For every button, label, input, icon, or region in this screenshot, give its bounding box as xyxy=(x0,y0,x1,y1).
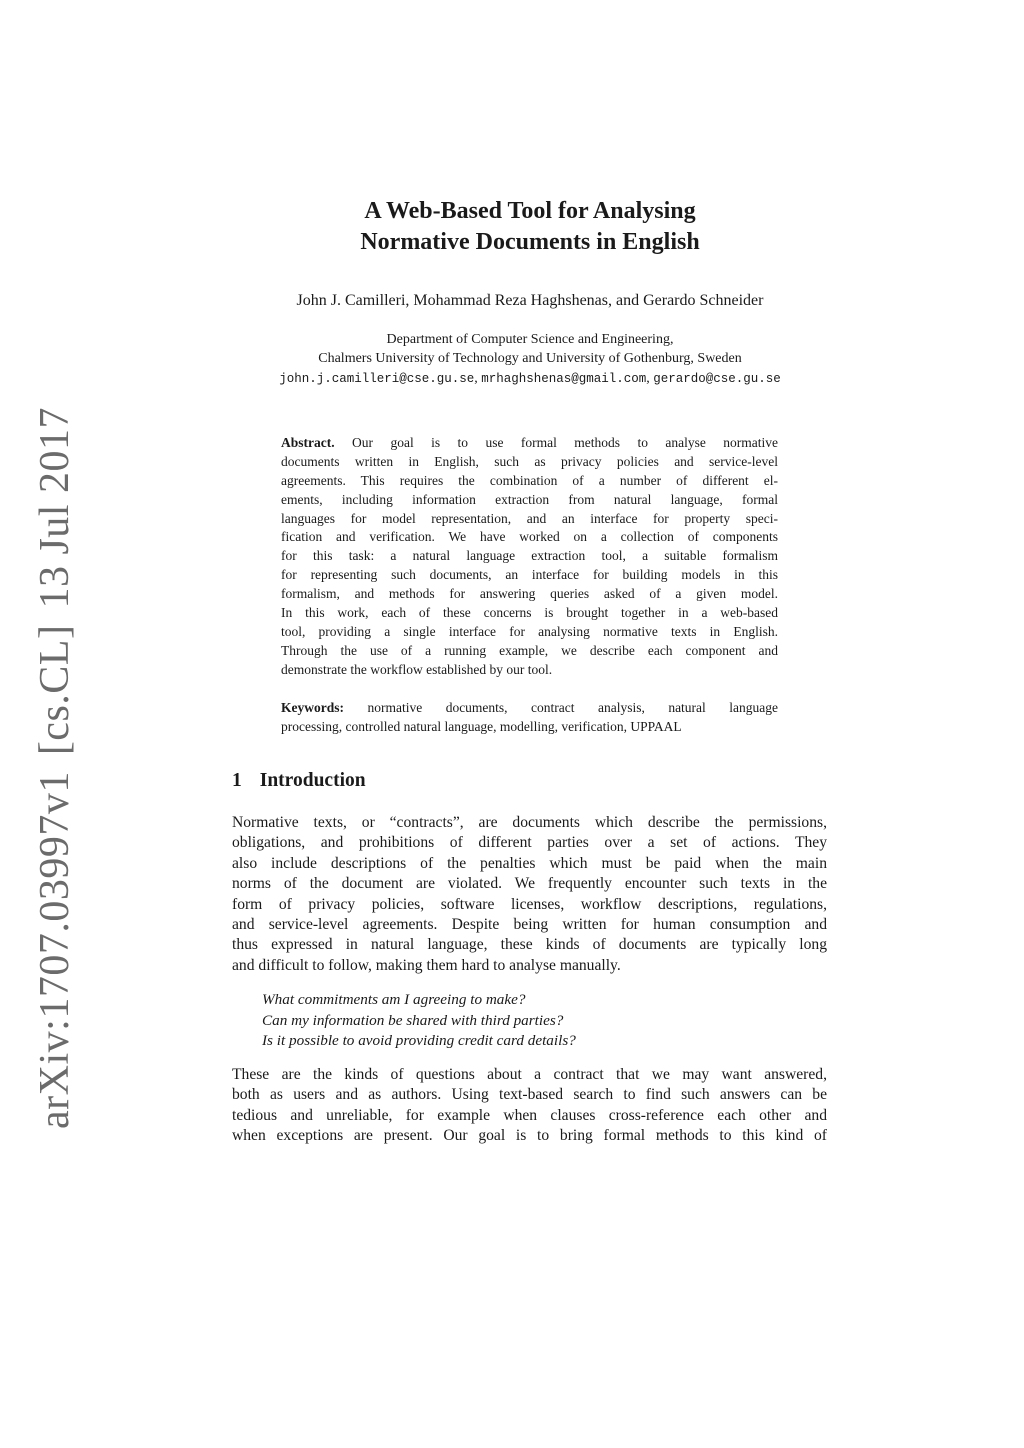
section-number: 1 xyxy=(232,770,242,791)
keywords xyxy=(281,698,778,736)
abstract xyxy=(281,434,778,680)
abstract-line: fication and verification. We have worked on a collection of components xyxy=(281,529,778,545)
abstract-line: In this work, each of these concerns is brought together in a web-based xyxy=(281,605,778,621)
email-list: john.j.camilleri@cse.gu.se, mrhaghshenas@gmail.com, gerardo@cse.gu.se xyxy=(279,371,781,386)
author-list: John J. Camilleri, Mohammad Reza Haghshenas, and Gerardo Schneider xyxy=(296,292,764,309)
abstract-line: agreements. This requires the combination of a number of different el- xyxy=(281,472,778,488)
arxiv-date: 13 Jul 2017 xyxy=(32,407,78,609)
question-item: Can my information be shared with third parties? xyxy=(262,1011,564,1029)
abstract-line: for this task: a natural language extraction tool, a suitable formalism xyxy=(281,548,778,564)
abstract-line: ements, including information extraction from natural language, formal xyxy=(281,491,778,507)
email-camilleri[interactable]: john.j.camilleri@cse.gu.se xyxy=(279,372,475,386)
abstract-line: documents written in English, such as privacy policies and service-level xyxy=(281,453,778,469)
abstract-line: Through the use of a running example, we describe each component and xyxy=(281,642,778,658)
abstract-line: languages for model representation, and an interface for property speci- xyxy=(281,510,778,526)
paragraph-line: also include descriptions of the penalties which must be paid when the main xyxy=(232,854,827,872)
abstract-label: Abstract. xyxy=(281,435,335,450)
paragraph-line: when exceptions are present. Our goal is to bring formal methods to this kind of xyxy=(232,1127,827,1145)
question-item: Is it possible to avoid providing credit card details? xyxy=(262,1032,576,1049)
title-line-2: Normative Documents in English xyxy=(360,229,700,255)
abstract-line: Abstract. Our goal is to use formal methods to analyse normative xyxy=(281,435,778,450)
arxiv-id: arXiv:1707.03997v1 xyxy=(32,771,78,1129)
affiliation-line-2: Chalmers University of Technology and University of Gothenburg, Sweden xyxy=(318,351,742,366)
arxiv-category: [cs.CL] xyxy=(32,624,78,756)
email-schneider[interactable]: gerardo@cse.gu.se xyxy=(653,372,781,386)
abstract-line: formalism, and methods for answering queries asked of a given model. xyxy=(281,586,778,602)
keywords-label: Keywords: xyxy=(281,700,344,715)
paragraph-intro xyxy=(232,813,827,976)
affiliation xyxy=(180,330,880,368)
affiliation-line-1: Department of Computer Science and Engineering, xyxy=(386,332,674,347)
paper-title xyxy=(230,196,830,258)
paragraph-line: norms of the document are violated. We frequently encounter such texts in the xyxy=(232,875,827,893)
example-questions xyxy=(262,990,576,1052)
abstract-line: demonstrate the workflow established by our tool. xyxy=(281,661,553,677)
section-heading xyxy=(232,770,366,792)
paragraph-line: both as users and as authors. Using text-based search to find such answers can be xyxy=(232,1086,827,1104)
paragraph-line: obligations, and prohibitions of different parties over a set of actions. They xyxy=(232,834,827,852)
paragraph-line: tedious and unreliable, for example when clauses cross-reference each other and xyxy=(232,1106,827,1124)
abstract-line: tool, providing a single interface for analysing normative texts in English. xyxy=(281,623,778,639)
keywords-line: Keywords: normative documents, contract analysis, natural language xyxy=(281,700,778,715)
arxiv-side-stamp xyxy=(31,391,79,1129)
paragraph-line: These are the kinds of questions about a contract that we may want answered, xyxy=(232,1066,827,1083)
paragraph-line: and service-level agreements. Despite being written for human consumption and xyxy=(232,915,827,933)
paragraph-line: form of privacy policies, software licenses, workflow descriptions, regulations, xyxy=(232,895,827,913)
keywords-line: processing, controlled natural language, modelling, verification, UPPAAL xyxy=(281,719,682,734)
title-line-1: A Web-Based Tool for Analysing xyxy=(364,198,696,224)
paragraph-questions-discussion xyxy=(232,1065,827,1147)
section-title: Introduction xyxy=(259,770,366,791)
email-haghshenas[interactable]: mrhaghshenas@gmail.com xyxy=(481,372,647,386)
question-item: What commitments am I agreeing to make? xyxy=(262,991,526,1008)
paragraph-line: thus expressed in natural language, these kinds of documents are typically long xyxy=(232,936,827,954)
paragraph-line: Normative texts, or “contracts”, are documents which describe the permissions, xyxy=(232,814,827,831)
paragraph-line: and difficult to follow, making them hard to analyse manually. xyxy=(232,956,621,974)
abstract-line: for representing such documents, an interface for building models in this xyxy=(281,567,778,583)
